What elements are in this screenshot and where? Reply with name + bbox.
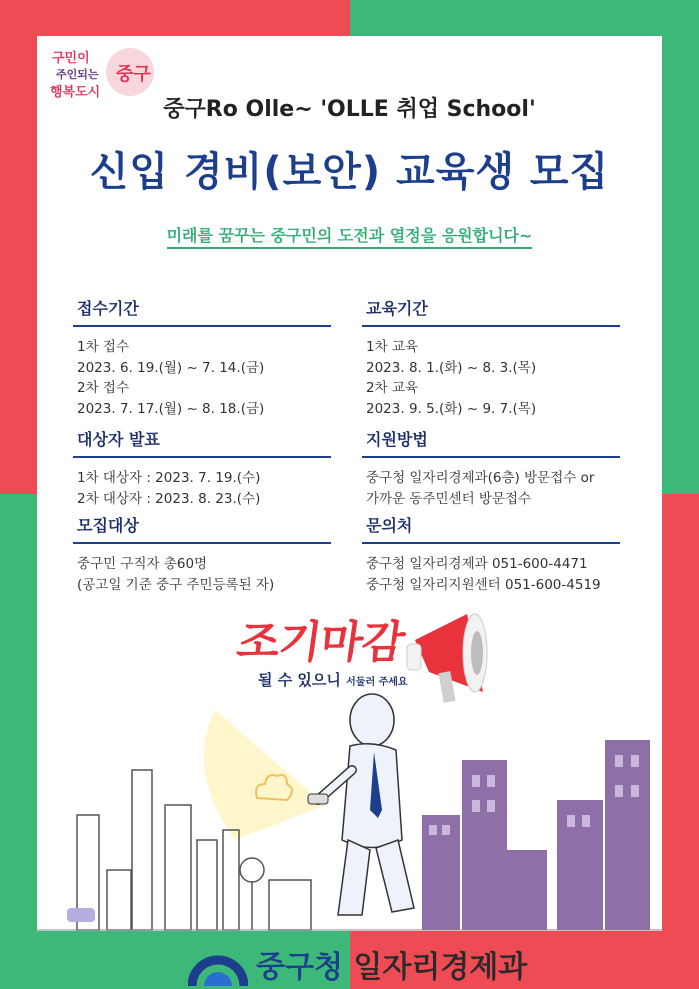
slogan bbox=[0, 223, 699, 246]
early-deadline-text: 조기마감 bbox=[233, 617, 407, 668]
section-target bbox=[73, 513, 331, 595]
section-line: 중구청 일자리경제과(6층) 방문접수 or bbox=[366, 470, 595, 486]
svg-text:행복도시: 행복도시 bbox=[50, 85, 101, 100]
svg-text:주인되는: 주인되는 bbox=[56, 68, 99, 81]
footer-org: 중구청 bbox=[256, 950, 343, 985]
poster-title: 신입 경비(보안) 교육생 모집 bbox=[89, 149, 610, 195]
svg-text:중구: 중구 bbox=[116, 64, 151, 85]
section-line: 1차 교육 bbox=[366, 339, 419, 355]
section-heading: 교육기간 bbox=[362, 296, 620, 327]
poster-subtitle: 중구Ro Olle~ 'OLLE 취업 School' bbox=[163, 97, 536, 122]
section-heading: 접수기간 bbox=[73, 296, 331, 327]
section-line: 2차 교육 bbox=[366, 380, 419, 396]
section-line: 중구청 일자리지원센터 051-600-4519 bbox=[366, 576, 601, 593]
slogan-text: 미래를 꿈꾸는 중구민의 도전과 열정을 응원합니다~ bbox=[167, 226, 533, 249]
section-reception bbox=[73, 296, 331, 419]
footer-department bbox=[256, 942, 527, 986]
early-deadline-sub-small: 서둘러 주세요 bbox=[346, 677, 408, 688]
footer-dept: 일자리경제과 bbox=[353, 950, 528, 985]
section-contact bbox=[362, 513, 620, 595]
section-line: 2023. 8. 1.(화) ~ 8. 3.(목) bbox=[366, 359, 537, 376]
section-announcement bbox=[73, 427, 331, 509]
section-heading: 지원방법 bbox=[362, 427, 620, 458]
section-line: 2023. 9. 5.(화) ~ 9. 7.(목) bbox=[366, 400, 537, 417]
early-deadline-sub-big: 될 수 있으니 bbox=[258, 671, 341, 689]
guard-character bbox=[300, 690, 430, 925]
section-heading: 모집대상 bbox=[73, 513, 331, 544]
section-heading: 대상자 발표 bbox=[73, 427, 331, 458]
svg-text:구민이: 구민이 bbox=[52, 51, 90, 66]
section-line: 1차 접수 bbox=[77, 339, 130, 355]
section-line: 2023. 7. 17.(월) ~ 8. 18.(금) bbox=[77, 400, 265, 417]
section-line: 중구민 구직자 총60명 bbox=[77, 556, 208, 572]
section-line: 2차 접수 bbox=[77, 380, 130, 396]
section-line: 중구청 일자리경제과 051-600-4471 bbox=[366, 556, 588, 572]
junggu-emblem-icon bbox=[188, 940, 248, 986]
section-education bbox=[362, 296, 620, 419]
section-line: 2차 대상자 : 2023. 8. 23.(수) bbox=[77, 490, 261, 507]
section-heading: 문의처 bbox=[362, 513, 620, 544]
section-line: 가까운 동주민센터 방문접수 bbox=[366, 490, 532, 507]
section-line: (공고일 기준 중구 주민등록된 자) bbox=[77, 576, 275, 593]
section-line: 2023. 6. 19.(월) ~ 7. 14.(금) bbox=[77, 359, 265, 376]
early-deadline-subtext bbox=[258, 669, 408, 690]
section-line: 1차 대상자 : 2023. 7. 19.(수) bbox=[77, 470, 261, 486]
section-method bbox=[362, 427, 620, 509]
